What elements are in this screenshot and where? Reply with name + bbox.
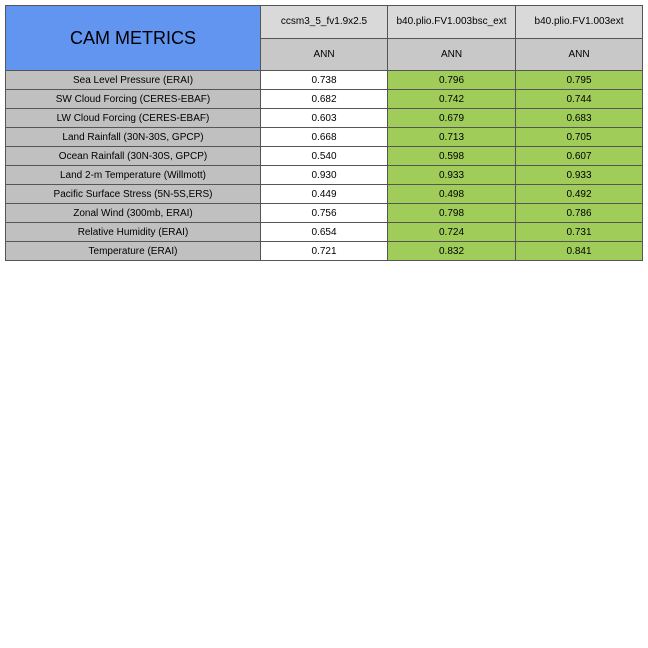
table-row: [6, 109, 643, 128]
metric-value-case-1: 0.738: [261, 71, 388, 90]
metric-value-case-2: 0.798: [388, 204, 516, 223]
metric-value-case-1: 0.756: [261, 204, 388, 223]
metric-label: Land 2-m Temperature (Willmott): [6, 166, 261, 185]
metric-value-case-3: 0.683: [516, 109, 643, 128]
case-header-3: b40.plio.FV1.003ext: [516, 6, 643, 39]
metric-value-case-1: 0.668: [261, 128, 388, 147]
metric-label: Land Rainfall (30N-30S, GPCP): [6, 128, 261, 147]
table-row: [6, 71, 643, 90]
metric-label: SW Cloud Forcing (CERES-EBAF): [6, 90, 261, 109]
season-header-2: ANN: [388, 38, 516, 71]
season-header-3: ANN: [516, 38, 643, 71]
metric-label: Relative Humidity (ERAI): [6, 223, 261, 242]
metric-label: Temperature (ERAI): [6, 242, 261, 261]
metric-value-case-1: 0.449: [261, 185, 388, 204]
metric-value-case-3: 0.841: [516, 242, 643, 261]
metric-value-case-3: 0.744: [516, 90, 643, 109]
metric-value-case-2: 0.724: [388, 223, 516, 242]
metric-label: Ocean Rainfall (30N-30S, GPCP): [6, 147, 261, 166]
table-row: [6, 166, 643, 185]
metric-value-case-2: 0.713: [388, 128, 516, 147]
metrics-table: [5, 5, 643, 261]
metric-value-case-1: 0.654: [261, 223, 388, 242]
metric-value-case-2: 0.796: [388, 71, 516, 90]
table-title: CAM METRICS: [6, 6, 261, 71]
metric-value-case-1: 0.930: [261, 166, 388, 185]
metric-label: Sea Level Pressure (ERAI): [6, 71, 261, 90]
metric-value-case-2: 0.742: [388, 90, 516, 109]
metric-value-case-2: 0.832: [388, 242, 516, 261]
metric-label: Pacific Surface Stress (5N-5S,ERS): [6, 185, 261, 204]
table-row: [6, 223, 643, 242]
table-row: [6, 90, 643, 109]
case-header-1: ccsm3_5_fv1.9x2.5: [261, 6, 388, 39]
metric-value-case-2: 0.598: [388, 147, 516, 166]
metric-value-case-3: 0.786: [516, 204, 643, 223]
metric-value-case-3: 0.607: [516, 147, 643, 166]
metric-value-case-1: 0.682: [261, 90, 388, 109]
metric-label: LW Cloud Forcing (CERES-EBAF): [6, 109, 261, 128]
metric-value-case-3: 0.731: [516, 223, 643, 242]
metric-value-case-2: 0.498: [388, 185, 516, 204]
table-row: [6, 185, 643, 204]
table-row: [6, 128, 643, 147]
metric-value-case-1: 0.603: [261, 109, 388, 128]
metric-value-case-3: 0.705: [516, 128, 643, 147]
metric-value-case-2: 0.933: [388, 166, 516, 185]
table-row: [6, 204, 643, 223]
header-row-cases: [6, 6, 643, 39]
case-header-2: b40.plio.FV1.003bsc_ext: [388, 6, 516, 39]
metric-value-case-3: 0.492: [516, 185, 643, 204]
season-header-1: ANN: [261, 38, 388, 71]
table-row: [6, 242, 643, 261]
metric-value-case-1: 0.721: [261, 242, 388, 261]
table-row: [6, 147, 643, 166]
metric-value-case-3: 0.933: [516, 166, 643, 185]
metric-value-case-3: 0.795: [516, 71, 643, 90]
metric-value-case-1: 0.540: [261, 147, 388, 166]
metric-label: Zonal Wind (300mb, ERAI): [6, 204, 261, 223]
metric-value-case-2: 0.679: [388, 109, 516, 128]
